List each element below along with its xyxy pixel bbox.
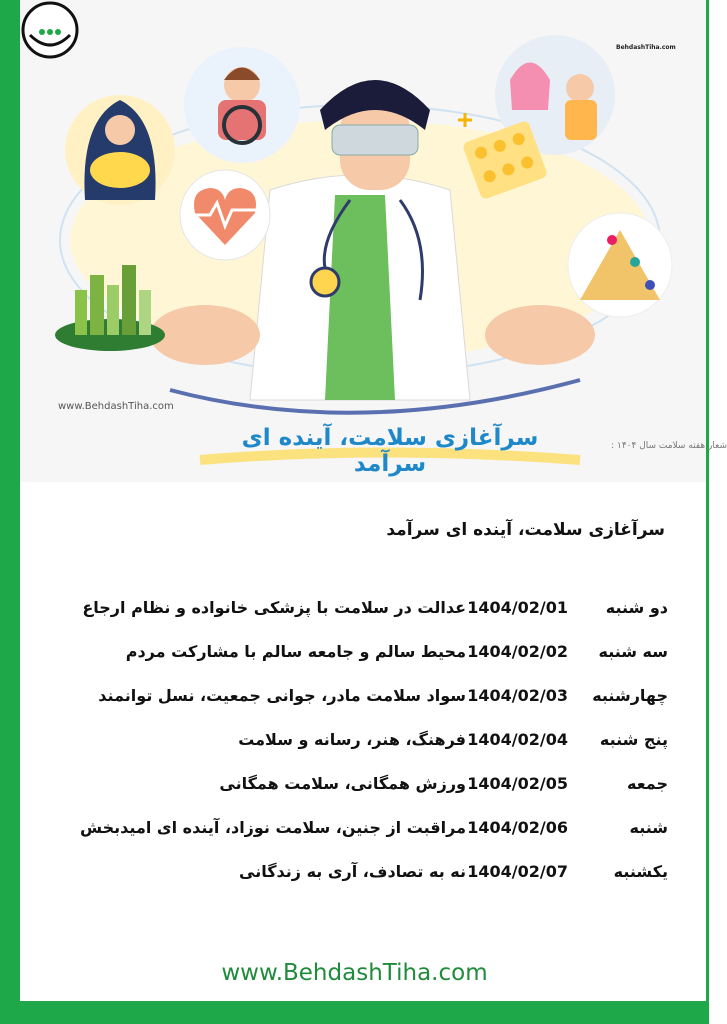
behdash-logo (20, 0, 80, 62)
date-label: 1404/02/05 (467, 774, 568, 793)
schedule-row (30, 636, 668, 680)
date-label: 1404/02/02 (467, 642, 568, 661)
left-border (0, 0, 20, 1024)
topic-label: نه به تصادف، آری به زندگانی (239, 862, 466, 881)
day-label: یکشنبه (613, 862, 668, 881)
date-label: 1404/02/06 (467, 818, 568, 837)
date-label: 1404/02/01 (467, 598, 568, 617)
slogan-label: شعار هفته سلامت سال ۱۴۰۴ : (611, 441, 727, 451)
topic-label: فرهنگ، هنر، رسانه و سلامت (238, 730, 466, 749)
logo-text: BehdashTiha.com (616, 44, 676, 51)
date-label: 1404/02/07 (467, 862, 568, 881)
banner-site-url: www.BehdashTiha.com (58, 401, 174, 412)
page-heading: سرآغازی سلامت، آینده ای سرآمد (386, 520, 665, 540)
day-label: دو شنبه (605, 598, 668, 617)
day-label: پنج شنبه (599, 730, 668, 749)
day-label: جمعه (627, 774, 668, 793)
day-label: سه شنبه (598, 642, 668, 661)
banner-title: سرآغازی سلامت، آینده ای سرآمد (241, 425, 539, 477)
topic-label: ورزش همگانی، سلامت همگانی (219, 774, 466, 793)
stethoscope-icon (311, 268, 339, 296)
topic-label: عدالت در سلامت با پزشکی خانواده و نظام ارجاع (82, 598, 466, 617)
topic-label: سواد سلامت مادر، جوانی جمعیت، نسل توانمند (98, 686, 466, 705)
footer-website-link[interactable]: www.BehdashTiha.com (221, 960, 488, 986)
bottom-border (0, 1001, 709, 1024)
schedule-row (30, 812, 668, 856)
left-hand (150, 305, 260, 365)
day-label: چهارشنبه (592, 686, 668, 705)
schedule-row (30, 680, 668, 724)
schedule-row (30, 592, 668, 636)
schedule-row (30, 724, 668, 768)
schedule-row (30, 768, 668, 812)
right-border (706, 0, 709, 1024)
doctor-scrubs (325, 195, 395, 400)
date-label: 1404/02/03 (467, 686, 568, 705)
date-label: 1404/02/04 (467, 730, 568, 749)
day-label: شنبه (629, 818, 668, 837)
schedule-list (30, 592, 668, 900)
right-hand (485, 305, 595, 365)
doctor-goggles (332, 125, 418, 155)
baby-blanket (90, 152, 150, 188)
topic-label: مراقبت از جنین، سلامت نوزاد، آینده ای امیدبخش (80, 818, 466, 837)
schedule-row (30, 856, 668, 900)
poster-banner (20, 0, 727, 482)
topic-label: محیط سالم و جامعه سالم با مشارکت مردم (125, 642, 466, 661)
